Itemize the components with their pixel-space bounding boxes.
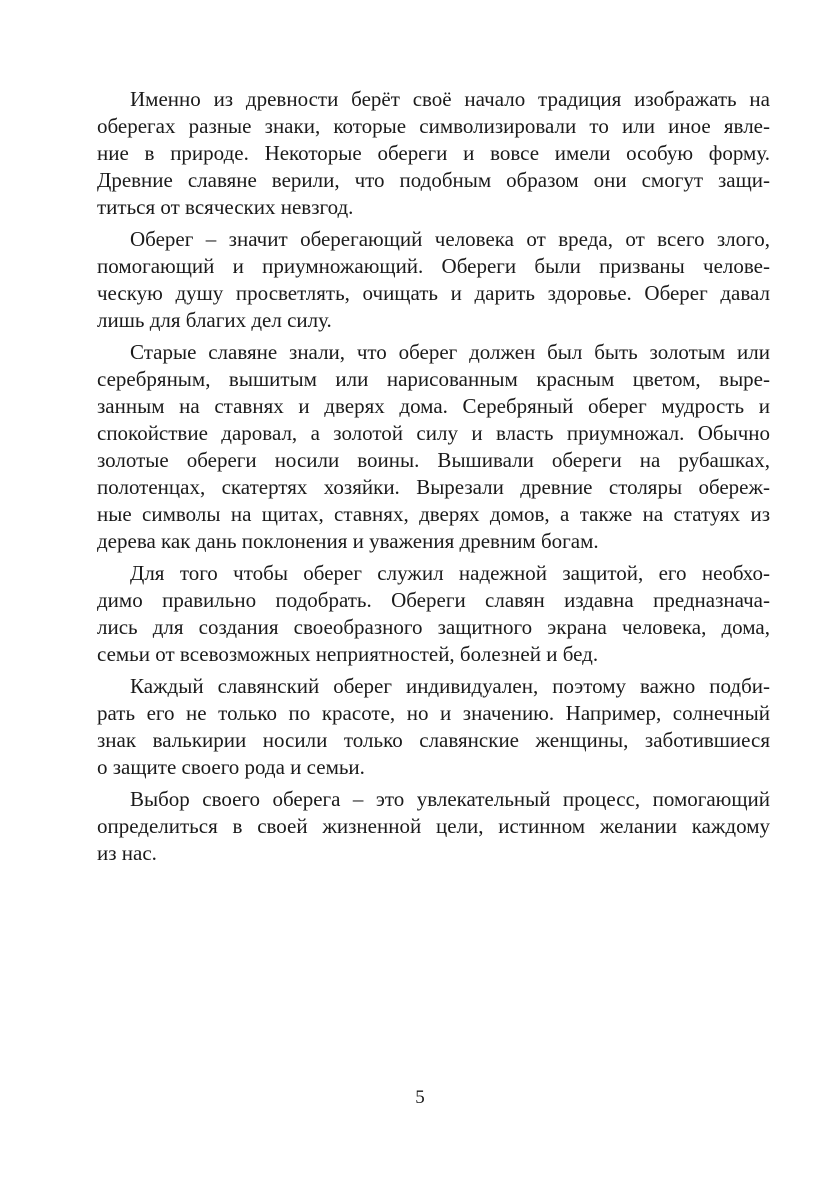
text-line: Старые славяне знали, что оберег должен был быть золотым или <box>130 340 770 364</box>
text-line: лись для создания своеобразного защитного экрана человека, дома, <box>97 615 770 639</box>
text-line: Для того чтобы оберег служил надежной защитой, его необхо- <box>130 561 770 585</box>
text-line: Именно из древности берёт своё начало традиция изображать на <box>130 87 770 111</box>
text-line: помогающий и приумножающий. Обереги были призваны челове- <box>97 254 770 278</box>
page-number: 5 <box>415 1087 425 1108</box>
text-line: титься от всяческих невзгод. <box>97 195 354 219</box>
paragraph <box>97 339 770 555</box>
text-line: серебряным, вышитым или нарисованным красным цветом, выре- <box>97 367 770 391</box>
text-line: димо правильно подобрать. Обереги славян издавна предназнача- <box>97 588 770 612</box>
paragraph <box>97 786 770 867</box>
text-line: семьи от всевозможных неприятностей, болезней и бед. <box>97 642 599 666</box>
text-line: ные символы на щитах, ставнях, дверях домов, а также на статуях из <box>97 502 770 526</box>
text-line: Выбор своего оберега – это увлекательный процесс, помогающий <box>130 787 770 811</box>
text-line: определиться в своей жизненной цели, истинном желании каждому <box>97 814 770 838</box>
text-line: золотые обереги носили воины. Вышивали обереги на рубашках, <box>97 448 770 472</box>
text-line: ческую душу просветлять, очищать и дарить здоровье. Оберег давал <box>97 281 770 305</box>
text-line: Каждый славянский оберег индивидуален, поэтому важно подби- <box>130 674 770 698</box>
text-line: ние в природе. Некоторые обереги и вовсе имели особую форму. <box>97 141 770 165</box>
text-line: полотенцах, скатертях хозяйки. Вырезали древние столяры обереж- <box>97 475 770 499</box>
text-line: занным на ставнях и дверях дома. Серебряный оберег мудрость и <box>97 394 770 418</box>
text-line: о защите своего рода и семьи. <box>97 755 365 779</box>
body-text <box>97 86 770 872</box>
text-line: знак валькирии носили только славянские женщины, заботившиеся <box>97 728 770 752</box>
text-line: из нас. <box>97 841 157 865</box>
text-line: лишь для благих дел силу. <box>97 308 332 332</box>
paragraph <box>97 226 770 334</box>
text-line: спокойствие даровал, а золотой силу и власть приумножал. Обычно <box>97 421 770 445</box>
text-line: Оберег – значит оберегающий человека от вреда, от всего злого, <box>130 227 770 251</box>
paragraph <box>97 560 770 668</box>
text-line: рать его не только по красоте, но и значению. Например, солнечный <box>97 701 770 725</box>
paragraph <box>97 673 770 781</box>
text-line: оберегах разные знаки, которые символизировали то или иное явле- <box>97 114 770 138</box>
paragraph <box>97 86 770 221</box>
text-line: дерева как дань поклонения и уважения древним богам. <box>97 529 599 553</box>
text-line: Древние славяне верили, что подобным образом они смогут защи- <box>97 168 770 192</box>
